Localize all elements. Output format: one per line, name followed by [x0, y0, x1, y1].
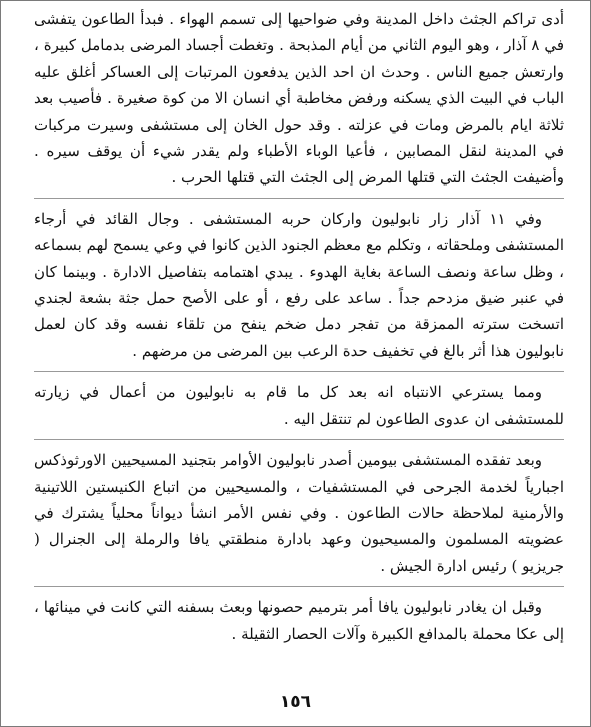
- page-number: ١٥٦: [279, 692, 312, 712]
- paragraph-divider: [34, 439, 564, 440]
- paragraph-divider: [34, 371, 564, 372]
- document-page: [34, 6, 564, 647]
- paragraph-divider: [34, 198, 564, 199]
- paragraph-departure: وقبل ان يغادر نابوليون يافا أمر بترميم حصونها وبعث بسفنه التي كانت في مينائها ، إلى عكا محملة بالمدافع الكبيرة وآلات الحصار الثقيلة .: [34, 598, 564, 643]
- paragraph-divider: [34, 586, 564, 587]
- paragraph-no-infection: ومما يسترعي الانتباه انه بعد كل ما قام به نابوليون من أعمال في زيارته للمستشفى ان عدوى الطاعون لم تنتقل اليه .: [34, 383, 564, 428]
- paragraph-orders: وبعد تفقده المستشفى بيومين أصدر نابوليون الأوامر بتجنيد المسيحيين الاورثوذكس اجبارياً لخدمة الجرحى في المستشفيات ، والمسيحيين من اتباع الكنيستين اللاتينية والأرمنية لملاحظة حالات الطاعون . وفي نفس الأمر انشأ ديواناً محلياً يشترك في عضويته المسلمون والمسيحيون وعهد بادارة منطقتي يافا والرملة إلى الجنرال ( جريزيو ) رئيس ادارة الجيش .: [34, 451, 564, 575]
- paragraph-hospital-visit: وفي ١١ آذار زار نابوليون واركان حربه المستشفى . وجال القائد في أرجاء المستشفى وملحقاته ، وتكلم مع معظم الجنود الذين كانوا في وعي يسمح لهم بسماعه ، وظل ساعة ونصف الساعة بغاية الهدوء . يبدي اهتمامه بتفاصيل الادارة . وبينما كان في عنبر ضيق مزدحم جداً . ساعد على رفع ، أو على الأصح حمل جثة بشعة لجندي اتسخت سترته الممزقة من تفجر دمل ضخم ينفح من تلقاء نفسه وقد كان لعمل نابوليون هذا أثر بالغ في تخفيف حدة الرعب بين المرضى من مرضهم .: [34, 209, 564, 360]
- paragraph-plague-outbreak: أدى تراكم الجثث داخل المدينة وفي ضواحيها إلى تسمم الهواء . فبدأ الطاعون يتفشى في ٨ آذار ، وهو اليوم الثاني من أيام المذبحة . وتغطت أجساد المرضى بدمامل كبيرة ، وارتعش جميع الناس . وحدث ان احد الذين يدفعون المرتبات إلى العساكر أغلق عليه الباب في البيت الذي يسكنه ورفض مخاطبة أي انسان الا من كوة صغيرة . فأصيب بعد ثلاثة ايام بالمرض ومات في عزلته . وقد حول الخان إلى مستشفى وسيرت مركبات في المدينة لنقل المصابين ، فأعيا الوباء الأطباء ولم يقدر شيء أن يوقف سيره . وأضيفت الجثث التي قتلها المرض إلى الجثث التي قتلها الحرب .: [34, 10, 564, 187]
